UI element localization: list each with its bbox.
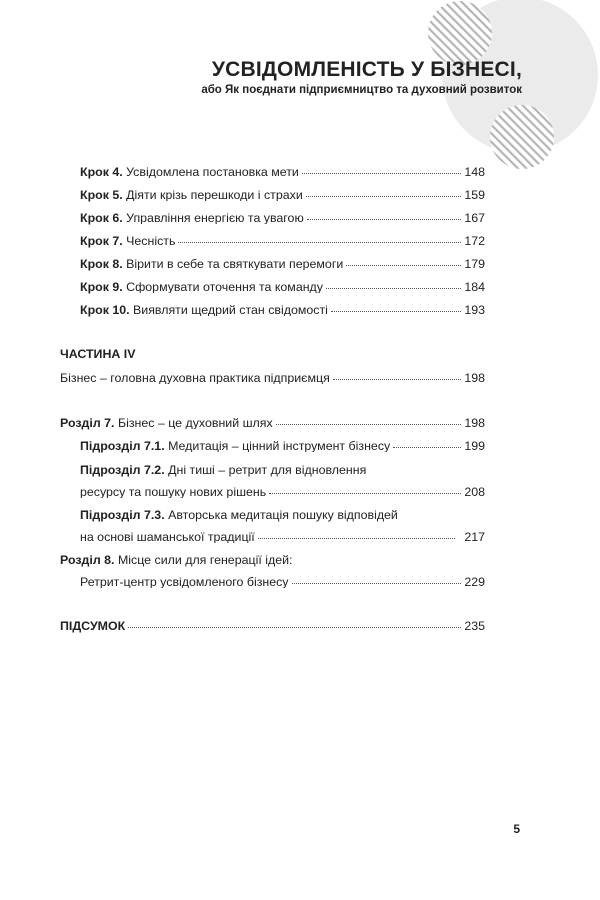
book-title: УСВІДОМЛЕНІСТЬ У БІЗНЕСІ, [211, 58, 522, 81]
entry-title: Усвідомлена постановка мети [126, 166, 299, 179]
toc-entry-section-8-line2[interactable] [80, 576, 485, 588]
page-number: 5 [513, 822, 520, 836]
dot-leader [258, 537, 456, 539]
entry-title-continued: на основі шаманської традиції [80, 531, 255, 544]
toc-entry-step-10[interactable] [80, 304, 485, 316]
entry-page: 184 [464, 280, 485, 294]
part-heading: ЧАСТИНА IV [60, 347, 136, 361]
toc-entry-subsection-7-3-line1[interactable] [80, 508, 398, 522]
entry-label: Розділ 8. [60, 553, 115, 567]
entry-title: Виявляти щедрий стан свідомості [133, 304, 328, 317]
entry-title: Чесність [126, 235, 176, 248]
toc-entry-step-6[interactable] [80, 212, 485, 224]
entry-page: 193 [464, 303, 485, 317]
dot-leader [128, 626, 461, 628]
entry-title: Діяти крізь перешкоди і страхи [126, 189, 303, 202]
entry-label: Розділ 7. [60, 416, 115, 430]
dot-leader [331, 310, 461, 312]
book-header [201, 58, 522, 96]
entry-title: Бізнес – головна духовна практика підприємця [60, 372, 330, 385]
entry-title: Медитація – цінний інструмент бізнесу [168, 440, 391, 453]
hatched-circle-top [428, 1, 492, 65]
entry-label: Крок 4. [80, 165, 123, 179]
entry-label: Крок 7. [80, 234, 123, 248]
dot-leader [333, 378, 461, 380]
entry-title-continued: Ретрит-центр усвідомленого бізнесу [80, 576, 289, 589]
entry-page: 148 [464, 165, 485, 179]
entry-title: Місце сили для генерації ідей: [117, 553, 293, 567]
dot-leader [276, 423, 462, 425]
toc-entry-summary[interactable] [60, 620, 485, 632]
entry-label: Крок 8. [80, 257, 123, 271]
entry-label: Крок 5. [80, 188, 123, 202]
toc-entry-section-7[interactable] [60, 417, 485, 429]
toc-entry-subsection-7-2-line1[interactable] [80, 463, 366, 477]
entry-title: Бізнес – це духовний шлях [117, 417, 273, 430]
dot-leader [178, 241, 461, 243]
toc-entry-part-4[interactable] [60, 372, 485, 384]
entry-label: Крок 10. [80, 303, 130, 317]
toc-entry-subsection-7-1[interactable] [80, 440, 485, 452]
dot-leader [292, 582, 462, 584]
toc-entry-step-5[interactable] [80, 189, 485, 201]
dot-leader [302, 172, 462, 174]
entry-page: 198 [464, 416, 485, 430]
entry-page: 167 [464, 211, 485, 225]
entry-title: Сформувати оточення та команду [126, 281, 323, 294]
toc-entry-subsection-7-2-line2[interactable] [80, 486, 485, 498]
dot-leader [269, 492, 461, 494]
entry-label: Крок 9. [80, 280, 123, 294]
entry-label: Підрозділ 7.3. [80, 508, 165, 522]
entry-label: Крок 6. [80, 211, 123, 225]
entry-title: Управління енергією та увагою [126, 212, 304, 225]
entry-page: 208 [464, 485, 485, 499]
entry-label: Підрозділ 7.1. [80, 439, 165, 453]
entry-title: Дні тиші – ретрит для відновлення [168, 463, 367, 477]
dot-leader [393, 446, 461, 448]
dot-leader [306, 195, 462, 197]
toc-entry-step-8[interactable] [80, 258, 485, 270]
toc-entry-subsection-7-3-line2[interactable] [80, 531, 485, 543]
dot-leader [307, 218, 462, 220]
entry-label: Підрозділ 7.2. [80, 463, 165, 477]
entry-page: 159 [464, 188, 485, 202]
toc-entry-step-7[interactable] [80, 235, 485, 247]
entry-page: 229 [464, 575, 485, 589]
dot-leader [326, 287, 461, 289]
entry-label: ПІДСУМОК [60, 619, 126, 633]
entry-page: 217 [464, 530, 485, 544]
entry-title-continued: ресурсу та пошуку нових рішень [80, 486, 267, 499]
entry-title: Авторська медитація пошуку відповідей [168, 508, 398, 522]
entry-title: Вірити в себе та святкувати перемоги [126, 258, 344, 271]
toc-entry-step-4[interactable] [80, 166, 485, 178]
toc-entry-step-9[interactable] [80, 281, 485, 293]
toc-entry-section-8-line1[interactable] [60, 553, 292, 567]
entry-page: 198 [464, 371, 485, 385]
entry-page: 172 [464, 234, 485, 248]
dot-leader [346, 264, 461, 266]
entry-page: 235 [464, 619, 485, 633]
entry-page: 179 [464, 257, 485, 271]
book-subtitle: або Як поєднати підприємництво та духовний розвиток [201, 84, 522, 96]
entry-page: 199 [464, 439, 485, 453]
hatched-circle-bottom [490, 105, 554, 169]
